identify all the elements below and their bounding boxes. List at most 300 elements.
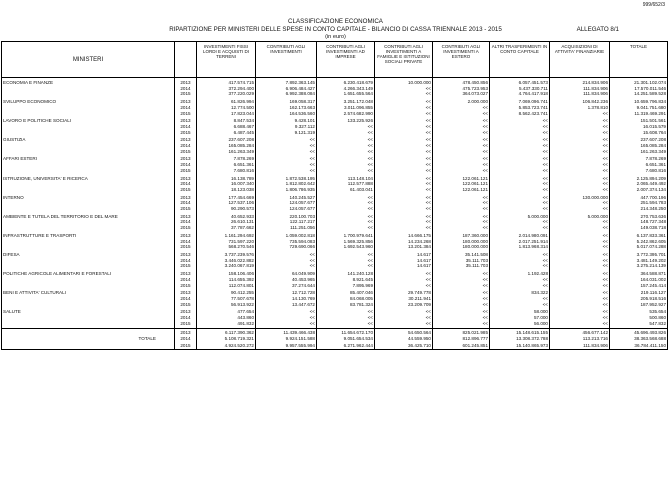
altri-trasferimenti-cell: << [490,118,550,124]
contributi-imprese-cell: 141.240.128 [317,271,375,277]
contributi-famiglie-cell: << [375,168,433,174]
attivita-finanziarie-cell: << [550,206,610,212]
contributi-famiglie-cell: << [375,219,433,225]
attivita-finanziarie-cell: 5.000.000 [550,214,610,220]
contributi-famiglie-cell: 14.617 [375,263,433,269]
contributi-famiglie-cell: << [375,156,433,162]
contributi-investimenti-cell: 9.327.112 [256,124,317,130]
year-cell: 2013 [175,195,197,201]
year-cell: 2015 [175,321,197,327]
investimenti-fissi-cell: 7.680.816 [197,168,256,174]
altri-trasferimenti-cell: 15.148.615.155 [490,329,550,336]
attivita-finanziarie-cell: << [550,309,610,315]
contributi-famiglie-cell: 14.617 [375,258,433,264]
attivita-finanziarie-cell: << [550,219,610,225]
altri-trasferimenti-cell: << [490,200,550,206]
ministry-name: GIUSTIZIA [2,137,175,143]
contributi-estero-cell: << [433,283,490,289]
attivita-finanziarie-cell: << [550,252,610,258]
contributi-estero-cell: 825.021.985 [433,329,490,336]
contributi-imprese-cell: << [317,168,375,174]
contributi-famiglie-cell: << [375,283,433,289]
column-header: CONTRIBUTI AGLI INVESTIMENTI [256,42,317,78]
attivita-finanziarie-cell: << [550,277,610,283]
contributi-estero-cell: << [433,271,490,277]
investimenti-fissi-cell: 77.507.678 [197,296,256,302]
contributi-imprese-cell: 4.266.343.149 [317,86,375,92]
ministry-name: LAVORO E POLITICHE SOCIALI [2,118,175,124]
document-title: CLASSIFICAZIONE ECONOMICA [288,18,383,25]
investimenti-fissi-cell: 6.688.467 [197,124,256,130]
contributi-estero-cell: 35.111.703 [433,263,490,269]
year-cell: 2014 [175,336,197,343]
contributi-investimenti-cell: 6.992.388.084 [256,91,317,97]
investimenti-fissi-cell: 372.294.400 [197,86,256,92]
year-cell: 2015 [175,149,197,155]
attivita-finanziarie-cell: 111.834.906 [550,343,610,350]
year-cell: 2013 [175,80,197,86]
year-cell: 2015 [175,168,197,174]
altri-trasferimenti-cell: << [490,283,550,289]
totale-cell: 547.832 [610,321,668,327]
totale-cell: 21.301.102.074 [610,80,668,86]
contributi-famiglie-cell: << [375,206,433,212]
totale-cell: 251.594.783 [610,200,668,206]
year-cell: 2015 [175,343,197,350]
year-cell: 2015 [175,91,197,97]
totale-cell: 165.085.284 [610,143,668,149]
contributi-imprese-cell: 61.403.041 [317,187,375,193]
ministry-name: POLITICHE AGRICOLE ALIMENTARI E FORESTALI [2,271,175,277]
year-cell: 2013 [175,309,197,315]
year-cell: 2013 [175,99,197,105]
year-cell: 2014 [175,219,197,225]
contributi-investimenti-cell: 140.245.527 [256,195,317,201]
attivita-finanziarie-cell: 111.834.906 [550,86,610,92]
contributi-estero-cell: << [433,277,490,283]
contributi-famiglie-cell: << [375,99,433,105]
investimenti-fissi-cell: 112.074.801 [197,283,256,289]
contributi-investimenti-cell: 11.439.466.438 [256,329,317,336]
ministry-name: INTERNO [2,195,175,201]
contributi-investimenti-cell: 9.957.555.994 [256,343,317,350]
attivita-finanziarie-cell: 1.378.810 [550,105,610,111]
contributi-famiglie-cell: << [375,149,433,155]
altri-trasferimenti-cell: << [490,124,550,130]
contributi-famiglie-cell: << [375,124,433,130]
investimenti-fissi-cell: 477.654 [197,309,256,315]
totale-cell: 7.878.269 [610,156,668,162]
investimenti-fissi-cell: 177.454.669 [197,195,256,201]
contributi-investimenti-cell: 162.173.663 [256,105,317,111]
altri-trasferimenti-cell: << [490,137,550,143]
contributi-investimenti-cell: 6.906.484.427 [256,86,317,92]
attivita-finanziarie-cell: 456.677.142 [550,329,610,336]
altri-trasferimenti-cell: 7.069.096.741 [490,99,550,105]
investimenti-fissi-cell: 56.913.922 [197,302,256,308]
contributi-famiglie-cell: << [375,118,433,124]
contributi-investimenti-cell: 9.924.151.588 [256,336,317,343]
altri-trasferimenti-cell: 5.853.723.741 [490,105,550,111]
contributi-investimenti-cell: 729.690.066 [256,244,317,250]
contributi-imprese-cell: << [317,162,375,168]
ministry-name: BENI E ATTIVITA' CULTURALI [2,290,175,296]
altri-trasferimenti-cell: << [490,277,550,283]
contributi-investimenti-cell: 9.428.101 [256,118,317,124]
year-cell: 2014 [175,296,197,302]
contributi-famiglie-cell: 23.209.709 [375,302,433,308]
totale-cell: 270.753.636 [610,214,668,220]
contributi-imprese-cell: << [317,263,375,269]
investimenti-fissi-cell: 17.823.044 [197,111,256,117]
attivita-finanziarie-cell: << [550,137,610,143]
column-header: CONTRIBUTI AGLI INVESTIMENTI AD IMPRESE [317,42,375,78]
contributi-estero-cell: 812.896.777 [433,336,490,343]
investimenti-fissi-cell: 90.290.573 [197,206,256,212]
contributi-imprese-cell: 83.781.324 [317,302,375,308]
contributi-estero-cell: 187.360.000 [433,233,490,239]
contributi-investimenti-cell: 164.536.560 [256,111,317,117]
investimenti-fissi-cell: 731.597.220 [197,239,256,245]
contributi-investimenti-cell: 111.251.056 [256,225,317,231]
contributi-famiglie-cell: 30.211.941 [375,296,433,302]
contributi-estero-cell: << [433,168,490,174]
altri-trasferimenti-cell: 13.308.372.788 [490,336,550,343]
contributi-estero-cell: << [433,118,490,124]
altri-trasferimenti-cell: 15.140.865.973 [490,343,550,350]
contributi-imprese-cell: << [317,156,375,162]
totale-cell: 364.588.871 [610,271,668,277]
contributi-investimenti-cell: 220.100.703 [256,214,317,220]
ministry-name: SVILUPPO ECONOMICO [2,99,175,105]
totale-cell: 500.860 [610,315,668,321]
attivita-finanziarie-cell: 214.834.906 [550,80,610,86]
year-cell: 2013 [175,271,197,277]
totale-cell: 237.607.208 [610,137,668,143]
altri-trasferimenti-cell: << [490,162,550,168]
contributi-imprese-cell: << [317,309,375,315]
contributi-imprese-cell: 133.225.926 [317,118,375,124]
table-row [2,343,668,350]
table-row [2,336,668,343]
attivita-finanziarie-cell: << [550,200,610,206]
totale-cell: 6.651.361 [610,162,668,168]
investimenti-fissi-cell: 37.787.662 [197,225,256,231]
attivita-finanziarie-cell: << [550,233,610,239]
year-cell: 2015 [175,244,197,250]
column-header: MINISTERI [2,42,175,78]
attivita-finanziarie-cell: << [550,258,610,264]
investimenti-fissi-cell: 114.655.392 [197,277,256,283]
attivita-finanziarie-cell: << [550,244,610,250]
altri-trasferimenti-cell: 58.000 [490,309,550,315]
year-cell: 2014 [175,143,197,149]
contributi-investimenti-cell: 9.121.319 [256,130,317,136]
year-cell: 2014 [175,181,197,187]
column-header: ACQUISIZIONI DI ATTIVITA' FINANZIARIE [550,42,610,78]
investimenti-fissi-cell: 417.574.715 [197,80,256,86]
contributi-imprese-cell: << [317,200,375,206]
attivita-finanziarie-cell: << [550,263,610,269]
contributi-famiglie-cell: << [375,176,433,182]
year-cell: 2014 [175,86,197,92]
contributi-imprese-cell: << [317,137,375,143]
investimenti-fissi-cell: 90.412.255 [197,290,256,296]
attivita-finanziarie-cell: << [550,130,610,136]
totale-cell: 157.245.414 [610,283,668,289]
investimenti-fissi-cell: 8.847.534 [197,118,256,124]
attivita-finanziarie-cell: << [550,111,610,117]
contributi-estero-cell: << [433,143,490,149]
contributi-investimenti-cell: 40.453.965 [256,277,317,283]
investimenti-fissi-cell: 6.487.445 [197,130,256,136]
attivita-finanziarie-cell: << [550,176,610,182]
ministry-name: AMBIENTE E TUTELA DEL TERRITORIO E DEL MARE [2,214,175,220]
contributi-investimenti-cell: << [256,137,317,143]
investimenti-fissi-cell: 4.924.520.272 [197,343,256,350]
contributi-famiglie-cell: << [375,214,433,220]
contributi-famiglie-cell: 54.650.564 [375,329,433,336]
contributi-famiglie-cell: << [375,195,433,201]
altri-trasferimenti-cell: << [490,168,550,174]
contributi-famiglie-cell: << [375,111,433,117]
investimenti-fissi-cell: 377.220.029 [197,91,256,97]
year-cell: 2013 [175,137,197,143]
contributi-famiglie-cell: << [375,130,433,136]
contributi-investimenti-cell: << [256,315,317,321]
totale-cell: 14.251.589.528 [610,91,668,97]
contributi-famiglie-cell: << [375,309,433,315]
contributi-famiglie-cell: 29.749.778 [375,290,433,296]
totale-cell: 6.137.833.361 [610,233,668,239]
contributi-investimenti-cell: << [256,309,317,315]
altri-trasferimenti-cell: 834.322 [490,290,550,296]
contributi-estero-cell: << [433,225,490,231]
attivita-finanziarie-cell: << [550,162,610,168]
altri-trasferimenti-cell: << [490,225,550,231]
contributi-investimenti-cell: << [256,143,317,149]
contributi-imprese-cell: 11.654.672.170 [317,329,375,336]
contributi-estero-cell: << [433,309,490,315]
investimenti-fissi-cell: 12.774.500 [197,105,256,111]
contributi-estero-cell: 478.450.856 [433,80,490,86]
totale-cell: 2.125.894.209 [610,176,668,182]
contributi-imprese-cell: 1.651.655.564 [317,91,375,97]
contributi-imprese-cell: 8.921.645 [317,277,375,283]
year-cell: 2013 [175,329,197,336]
investimenti-fissi-cell: 6.117.390.362 [197,329,256,336]
attivita-finanziarie-cell: << [550,283,610,289]
attivita-finanziarie-cell: << [550,118,610,124]
totale-cell: 10.659.796.834 [610,99,668,105]
altri-trasferimenti-cell: << [490,206,550,212]
year-cell: 2014 [175,124,197,130]
contributi-investimenti-cell: << [256,149,317,155]
contributi-investimenti-cell: 1.059.002.818 [256,233,317,239]
ministry-name: SALUTE [2,309,175,315]
contributi-imprese-cell: 1.569.325.856 [317,239,375,245]
year-cell: 2015 [175,111,197,117]
year-cell: 2015 [175,225,197,231]
totale-cell: 36.784.411.150 [610,343,668,350]
totale-cell: 11.319.469.291 [610,111,668,117]
altri-trasferimenti-cell: 4.764.417.918 [490,91,550,97]
contributi-imprese-cell: << [317,206,375,212]
contributi-investimenti-cell: 735.594.083 [256,239,317,245]
altri-trasferimenti-cell: << [490,187,550,193]
altri-trasferimenti-cell: 56.000 [490,321,550,327]
contributi-investimenti-cell: << [256,168,317,174]
investimenti-fissi-cell: 161.263.349 [197,149,256,155]
totale-cell: 219.116.127 [610,290,668,296]
totale-cell: 187.952.927 [610,302,668,308]
year-cell: 2015 [175,263,197,269]
contributi-estero-cell: << [433,206,490,212]
altri-trasferimenti-cell: << [490,258,550,264]
totale-cell: 5.242.862.605 [610,239,668,245]
contributi-estero-cell: 475.723.953 [433,86,490,92]
investimenti-fissi-cell: 127.537.106 [197,200,256,206]
contributi-investimenti-cell: << [256,258,317,264]
contributi-estero-cell: << [433,105,490,111]
contributi-famiglie-cell: << [375,321,433,327]
contributi-famiglie-cell: << [375,162,433,168]
column-header: INVESTIMENTI FISSI LORDI E ACQUISTI DI TERRENI [197,42,256,78]
year-cell: 2014 [175,277,197,283]
contributi-estero-cell: 601.245.851 [433,343,490,350]
contributi-estero-cell: << [433,111,490,117]
contributi-imprese-cell: 9.051.654.534 [317,336,375,343]
contributi-investimenti-cell: 124.057.677 [256,206,317,212]
altri-trasferimenti-cell: << [490,176,550,182]
altri-trasferimenti-cell: << [490,263,550,269]
contributi-famiglie-cell: << [375,200,433,206]
year-cell: 2014 [175,258,197,264]
table-header-row [2,42,668,78]
column-header: TOTALE [610,42,668,78]
investimenti-fissi-cell: 6.651.361 [197,162,256,168]
totale-cell: 149.038.718 [610,225,668,231]
contributi-famiglie-cell: << [375,181,433,187]
contributi-estero-cell: << [433,130,490,136]
contributi-famiglie-cell: 14.234.268 [375,239,433,245]
totale-cell: 161.263.349 [610,149,668,155]
column-header: CONTRIBUTI AGLI INVESTIMENTI A ESTERO [433,42,490,78]
contributi-investimenti-cell: 1.872.538.195 [256,176,317,182]
investimenti-fissi-cell: 443.860 [197,315,256,321]
year-cell: 2015 [175,130,197,136]
contributi-estero-cell: << [433,321,490,327]
contributi-famiglie-cell: << [375,277,433,283]
contributi-imprese-cell: << [317,225,375,231]
contributi-imprese-cell: 3.011.096.855 [317,105,375,111]
contributi-investimenti-cell: 124.057.677 [256,200,317,206]
allegato-label: ALLEGATO 8/1 [576,26,619,33]
year-cell: 2014 [175,105,197,111]
contributi-estero-cell: << [433,124,490,130]
attivita-finanziarie-cell: 106.842.236 [550,99,610,105]
totale-cell: 3.275.214.139 [610,263,668,269]
investimenti-fissi-cell: 165.085.284 [197,143,256,149]
contributi-estero-cell: 180.000.000 [433,244,490,250]
attivita-finanziarie-cell: << [550,143,610,149]
year-cell: 2013 [175,252,197,258]
year-cell: 2013 [175,233,197,239]
contributi-investimenti-cell: 13.447.672 [256,302,317,308]
contributi-estero-cell: << [433,219,490,225]
altri-trasferimenti-cell: << [490,181,550,187]
ministry-cell [2,329,175,336]
contributi-investimenti-cell: 37.274.644 [256,283,317,289]
contributi-estero-cell: << [433,149,490,155]
attivita-finanziarie-cell: << [550,321,610,327]
totale-cell: 5.017.074.288 [610,244,668,250]
unit-note: (in euro) [325,34,346,40]
totale-cell: 9.041.751.680 [610,105,668,111]
contributi-investimenti-cell: 12.712.728 [256,290,317,296]
totale-cell: 151.501.561 [610,118,668,124]
contributi-investimenti-cell: 1.806.786.935 [256,187,317,193]
contributi-imprese-cell: << [317,321,375,327]
totale-cell: 2.007.374.134 [610,187,668,193]
attivita-finanziarie-cell: << [550,225,610,231]
ministry-name: ISTRUZIONE, UNIVERSITA' E RICERCA [2,176,175,182]
attivita-finanziarie-cell: << [550,181,610,187]
year-cell: 2013 [175,176,197,182]
contributi-investimenti-cell: << [256,162,317,168]
totale-cell: 148.727.348 [610,219,668,225]
attivita-finanziarie-cell: 113.213.716 [550,336,610,343]
attivita-finanziarie-cell: 130.000.000 [550,195,610,201]
contributi-imprese-cell: 112.577.888 [317,181,375,187]
contributi-investimenti-cell: 7.892.363.145 [256,80,317,86]
contributi-estero-cell: 122.061.121 [433,176,490,182]
contributi-imprese-cell: << [317,252,375,258]
altri-trasferimenti-cell: << [490,156,550,162]
contributi-famiglie-cell: 13.201.384 [375,244,433,250]
year-cell: 2013 [175,290,197,296]
year-cell: 2013 [175,156,197,162]
investimenti-fissi-cell: 61.826.994 [197,99,256,105]
altri-trasferimenti-cell: << [490,252,550,258]
attivita-finanziarie-cell: << [550,187,610,193]
investimenti-fissi-cell: 491.832 [197,321,256,327]
investimenti-fissi-cell: 5.108.719.321 [197,336,256,343]
contributi-famiglie-cell: << [375,137,433,143]
contributi-famiglie-cell: 10.000.000 [375,80,433,86]
altri-trasferimenti-cell: 5.000.000 [490,214,550,220]
contributi-famiglie-cell: 44.559.950 [375,336,433,343]
contributi-imprese-cell: 3.251.172.048 [317,99,375,105]
attivita-finanziarie-cell: << [550,315,610,321]
attivita-finanziarie-cell: << [550,271,610,277]
totals-label: TOTALE [2,336,175,343]
contributi-estero-cell: 364.073.027 [433,91,490,97]
altri-trasferimenti-cell: 2.017.251.914 [490,239,550,245]
contributi-imprese-cell: 7.895.969 [317,283,375,289]
contributi-investimenti-cell: << [256,263,317,269]
altri-trasferimenti-cell: 6.057.451.573 [490,80,550,86]
contributi-imprese-cell: << [317,315,375,321]
contributi-famiglie-cell: << [375,143,433,149]
ministry-name: ECONOMIA E FINANZE [2,80,175,86]
investimenti-fissi-cell: 7.878.269 [197,156,256,162]
totale-cell: 205.918.516 [610,296,668,302]
contributi-investimenti-cell: 122.117.217 [256,219,317,225]
investimenti-fissi-cell: 3.446.022.882 [197,258,256,264]
contributi-imprese-cell: << [317,258,375,264]
totale-cell: 3.481.149.202 [610,258,668,264]
